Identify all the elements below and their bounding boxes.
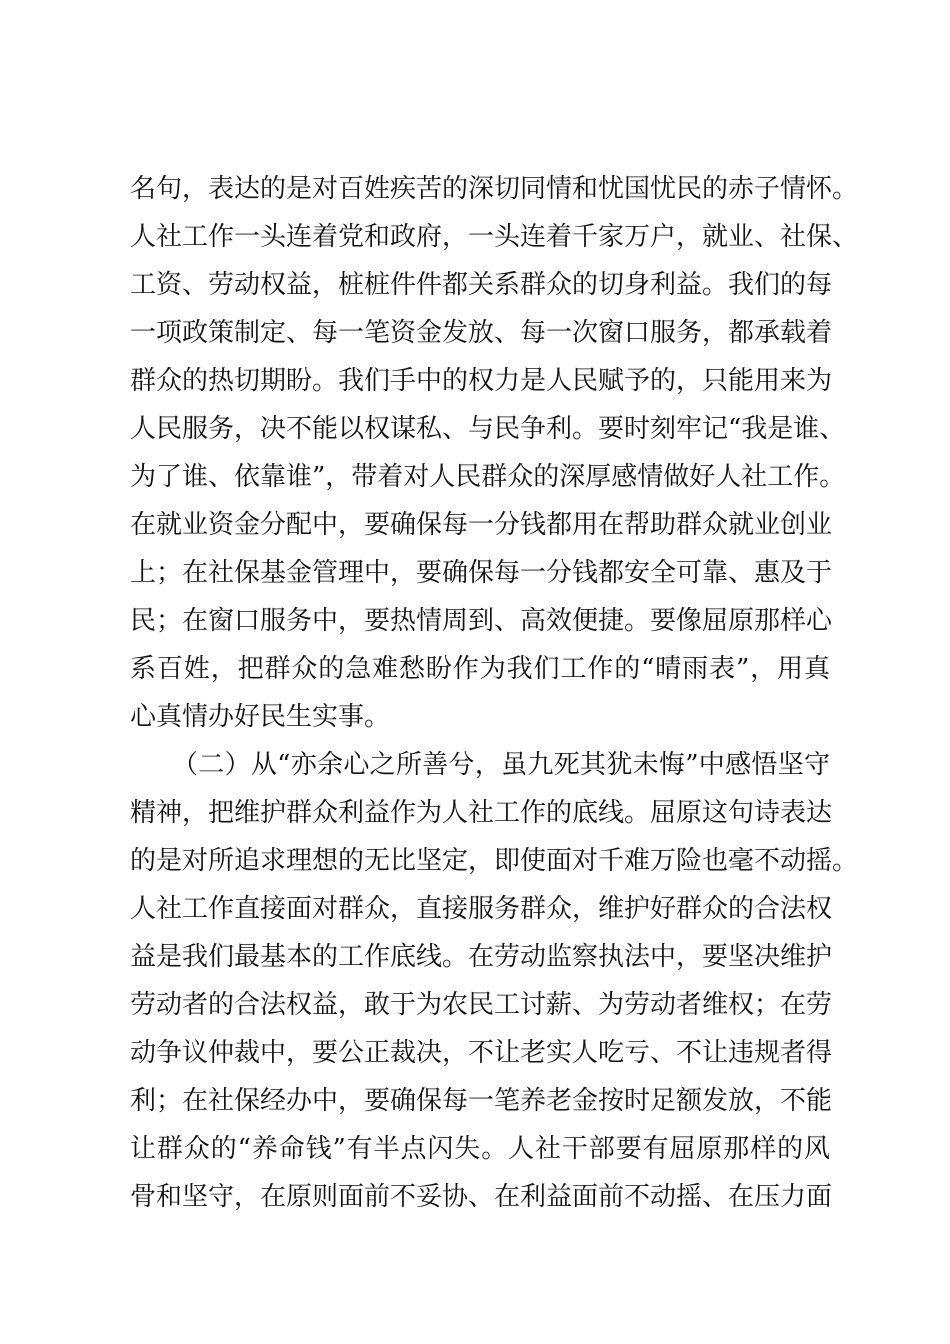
text-line: 民；在窗口服务中，要热情周到、高效便捷。要像屈原那样心 bbox=[130, 606, 833, 636]
text-line: 的是对所追求理想的无比坚定，即使面对千难万险也毫不动摇。 bbox=[130, 846, 859, 876]
text-line: 在就业资金分配中，要确保每一分钱都用在帮助群众就业创业 bbox=[130, 510, 833, 540]
section-heading-line: （二）从“亦余心之所善兮，虽九死其犹未悔”中感悟坚守 bbox=[172, 750, 830, 780]
text-line: 骨和坚守，在原则面前不妥协、在利益面前不动摇、在压力面 bbox=[130, 1182, 833, 1212]
text-line: 精神，把维护群众利益作为人社工作的底线。屈原这句诗表达 bbox=[130, 798, 833, 828]
text-line: 一项政策制定、每一笔资金发放、每一次窗口服务，都承载着 bbox=[130, 318, 833, 348]
text-line: 名句，表达的是对百姓疾苦的深切同情和忧国忧民的赤子情怀。 bbox=[130, 174, 859, 204]
text-line: 动争议仲裁中，要公正裁决，不让老实人吃亏、不让违规者得 bbox=[130, 1038, 833, 1068]
text-line: 心真情办好民生实事。 bbox=[130, 702, 391, 732]
text-line: 人社工作一头连着党和政府，一头连着千家万户，就业、社保、 bbox=[130, 222, 859, 252]
text-line: 让群众的“养命钱”有半点闪失。人社干部要有屈原那样的风 bbox=[130, 1134, 830, 1164]
text-line: 系百姓，把群众的急难愁盼作为我们工作的“晴雨表”，用真 bbox=[130, 654, 830, 684]
text-line: 上；在社保基金管理中，要确保每一分钱都安全可靠、惠及于 bbox=[130, 558, 833, 588]
text-line: 工资、劳动权益，桩桩件件都关系群众的切身利益。我们的每 bbox=[130, 270, 833, 300]
text-line: 群众的热切期盼。我们手中的权力是人民赋予的，只能用来为 bbox=[130, 366, 833, 396]
text-line: 劳动者的合法权益，敢于为农民工讨薪、为劳动者维权；在劳 bbox=[130, 990, 833, 1020]
text-line: 为了谁、依靠谁”，带着对人民群众的深厚感情做好人社工作。 bbox=[130, 462, 846, 492]
text-line: 利；在社保经办中，要确保每一笔养老金按时足额发放，不能 bbox=[130, 1086, 833, 1116]
text-line: 人社工作直接面对群众，直接服务群众，维护好群众的合法权 bbox=[130, 894, 833, 924]
text-line: 益是我们最基本的工作底线。在劳动监察执法中，要坚决维护 bbox=[130, 942, 833, 972]
text-line: 人民服务，决不能以权谋私、与民争利。要时刻牢记“我是谁、 bbox=[130, 414, 846, 444]
